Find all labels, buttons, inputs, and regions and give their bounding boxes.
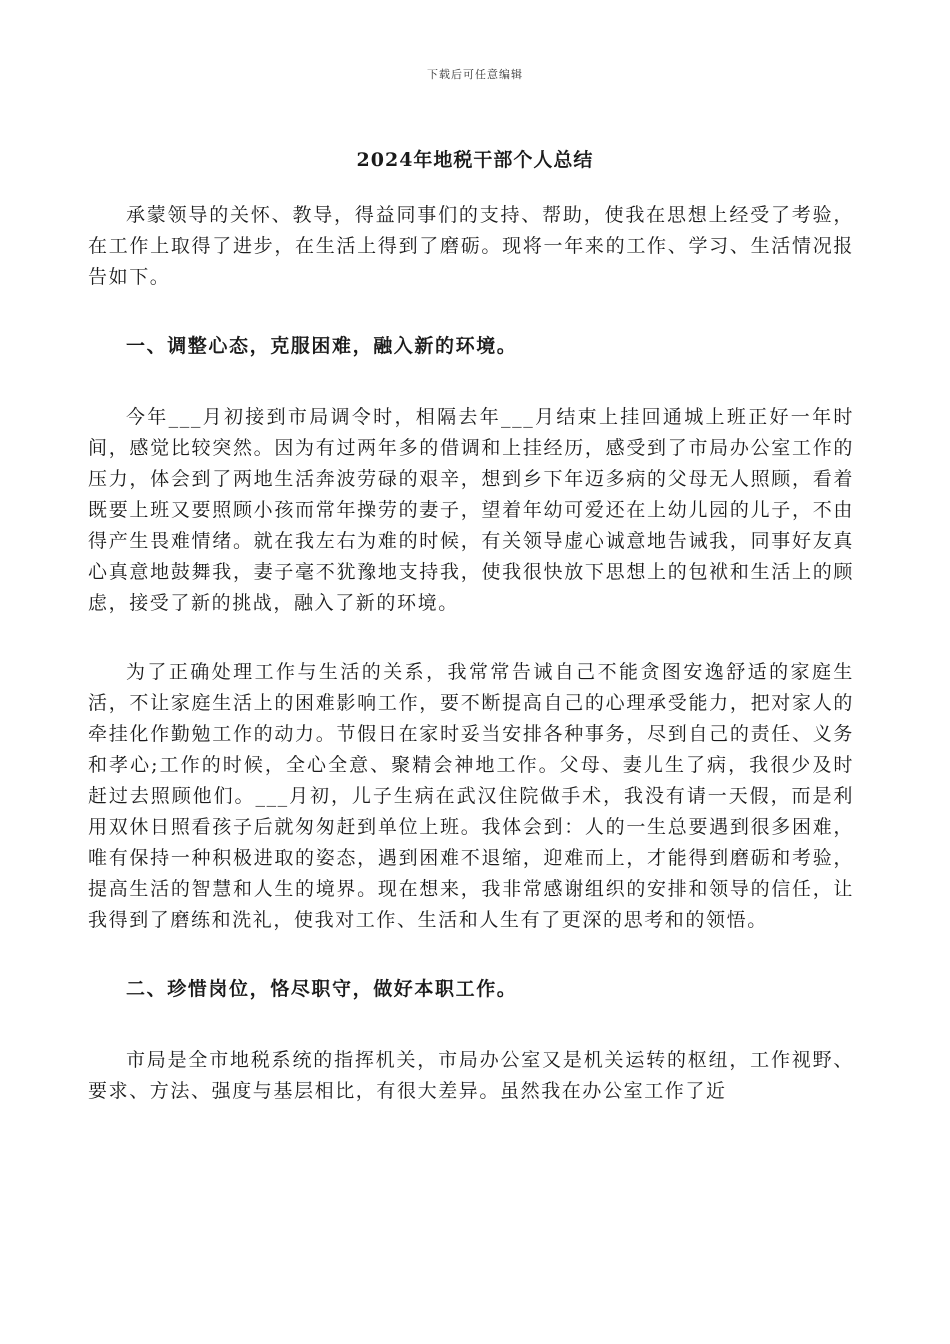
section-heading-2: 二、珍惜岗位，恪尽职守，做好本职工作。 [126, 978, 518, 1000]
body-paragraph: 今年___月初接到市局调令时，相隔去年___月结束上挂回通城上班正好一年时间，感觉比较突然。因为有过两年多的借调和上挂经历，感受到了市局办公室工作的压力，体会到了两地生活奔波劳碌的艰辛，想到乡下年迈多病的父母无人照顾，看着既要上班又要照顾小孩而常年操劳的妻子，望着年幼可爱还在上幼儿园的儿子，不由得产生畏难情绪。就在我左右为难的时候，有关领导虚心诚意地告诫我，同事好友真心真意地鼓舞我，妻子毫不犹豫地支持我，使我很快放下思想上的包袱和生活上的顾虑，接受了新的挑战，融入了新的环境。 [88, 406, 854, 614]
body-paragraph: 市局是全市地税系统的指挥机关，市局办公室又是机关运转的枢纽，工作视野、要求、方法、强度与基层相比，有很大差异。虽然我在办公室工作了近 [88, 1049, 854, 1102]
document-body [88, 200, 854, 1145]
intro-paragraph: 承蒙领导的关怀、教导，得益同事们的支持、帮助，使我在思想上经受了考验，在工作上取得了进步，在生活上得到了磨砺。现将一年来的工作、学习、生活情况报告如下。 [88, 204, 854, 288]
body-paragraph: 为了正确处理工作与生活的关系，我常常告诫自己不能贪图安逸舒适的家庭生活，不让家庭生活上的困难影响工作，要不断提高自己的心理承受能力，把对家人的牵挂化作勤勉工作的动力。节假日在家时妥当安排各种事务，尽到自己的责任、义务和孝心;工作的时候，全心全意、聚精会神地工作。父母、妻儿生了病，我很少及时赶过去照顾他们。___月初，儿子生病在武汉住院做手术，我没有请一天假，而是利用双休日照看孩子后就匆匆赶到单位上班。我体会到：人的一生总要遇到很多困难，唯有保持一种积极进取的姿态，遇到困难不退缩，迎难而上，才能得到磨砺和考验，提高生活的智慧和人生的境界。现在想来，我非常感谢组织的安排和领导的信任，让我得到了磨练和洗礼，使我对工作、生活和人生有了更深的思考和的领悟。 [88, 661, 854, 931]
section-heading-1: 一、调整心态，克服困难，融入新的环境。 [126, 335, 518, 357]
document-title: 2024年地税干部个人总结 [356, 149, 594, 171]
header-note: 下载后可任意编辑 [427, 68, 523, 81]
